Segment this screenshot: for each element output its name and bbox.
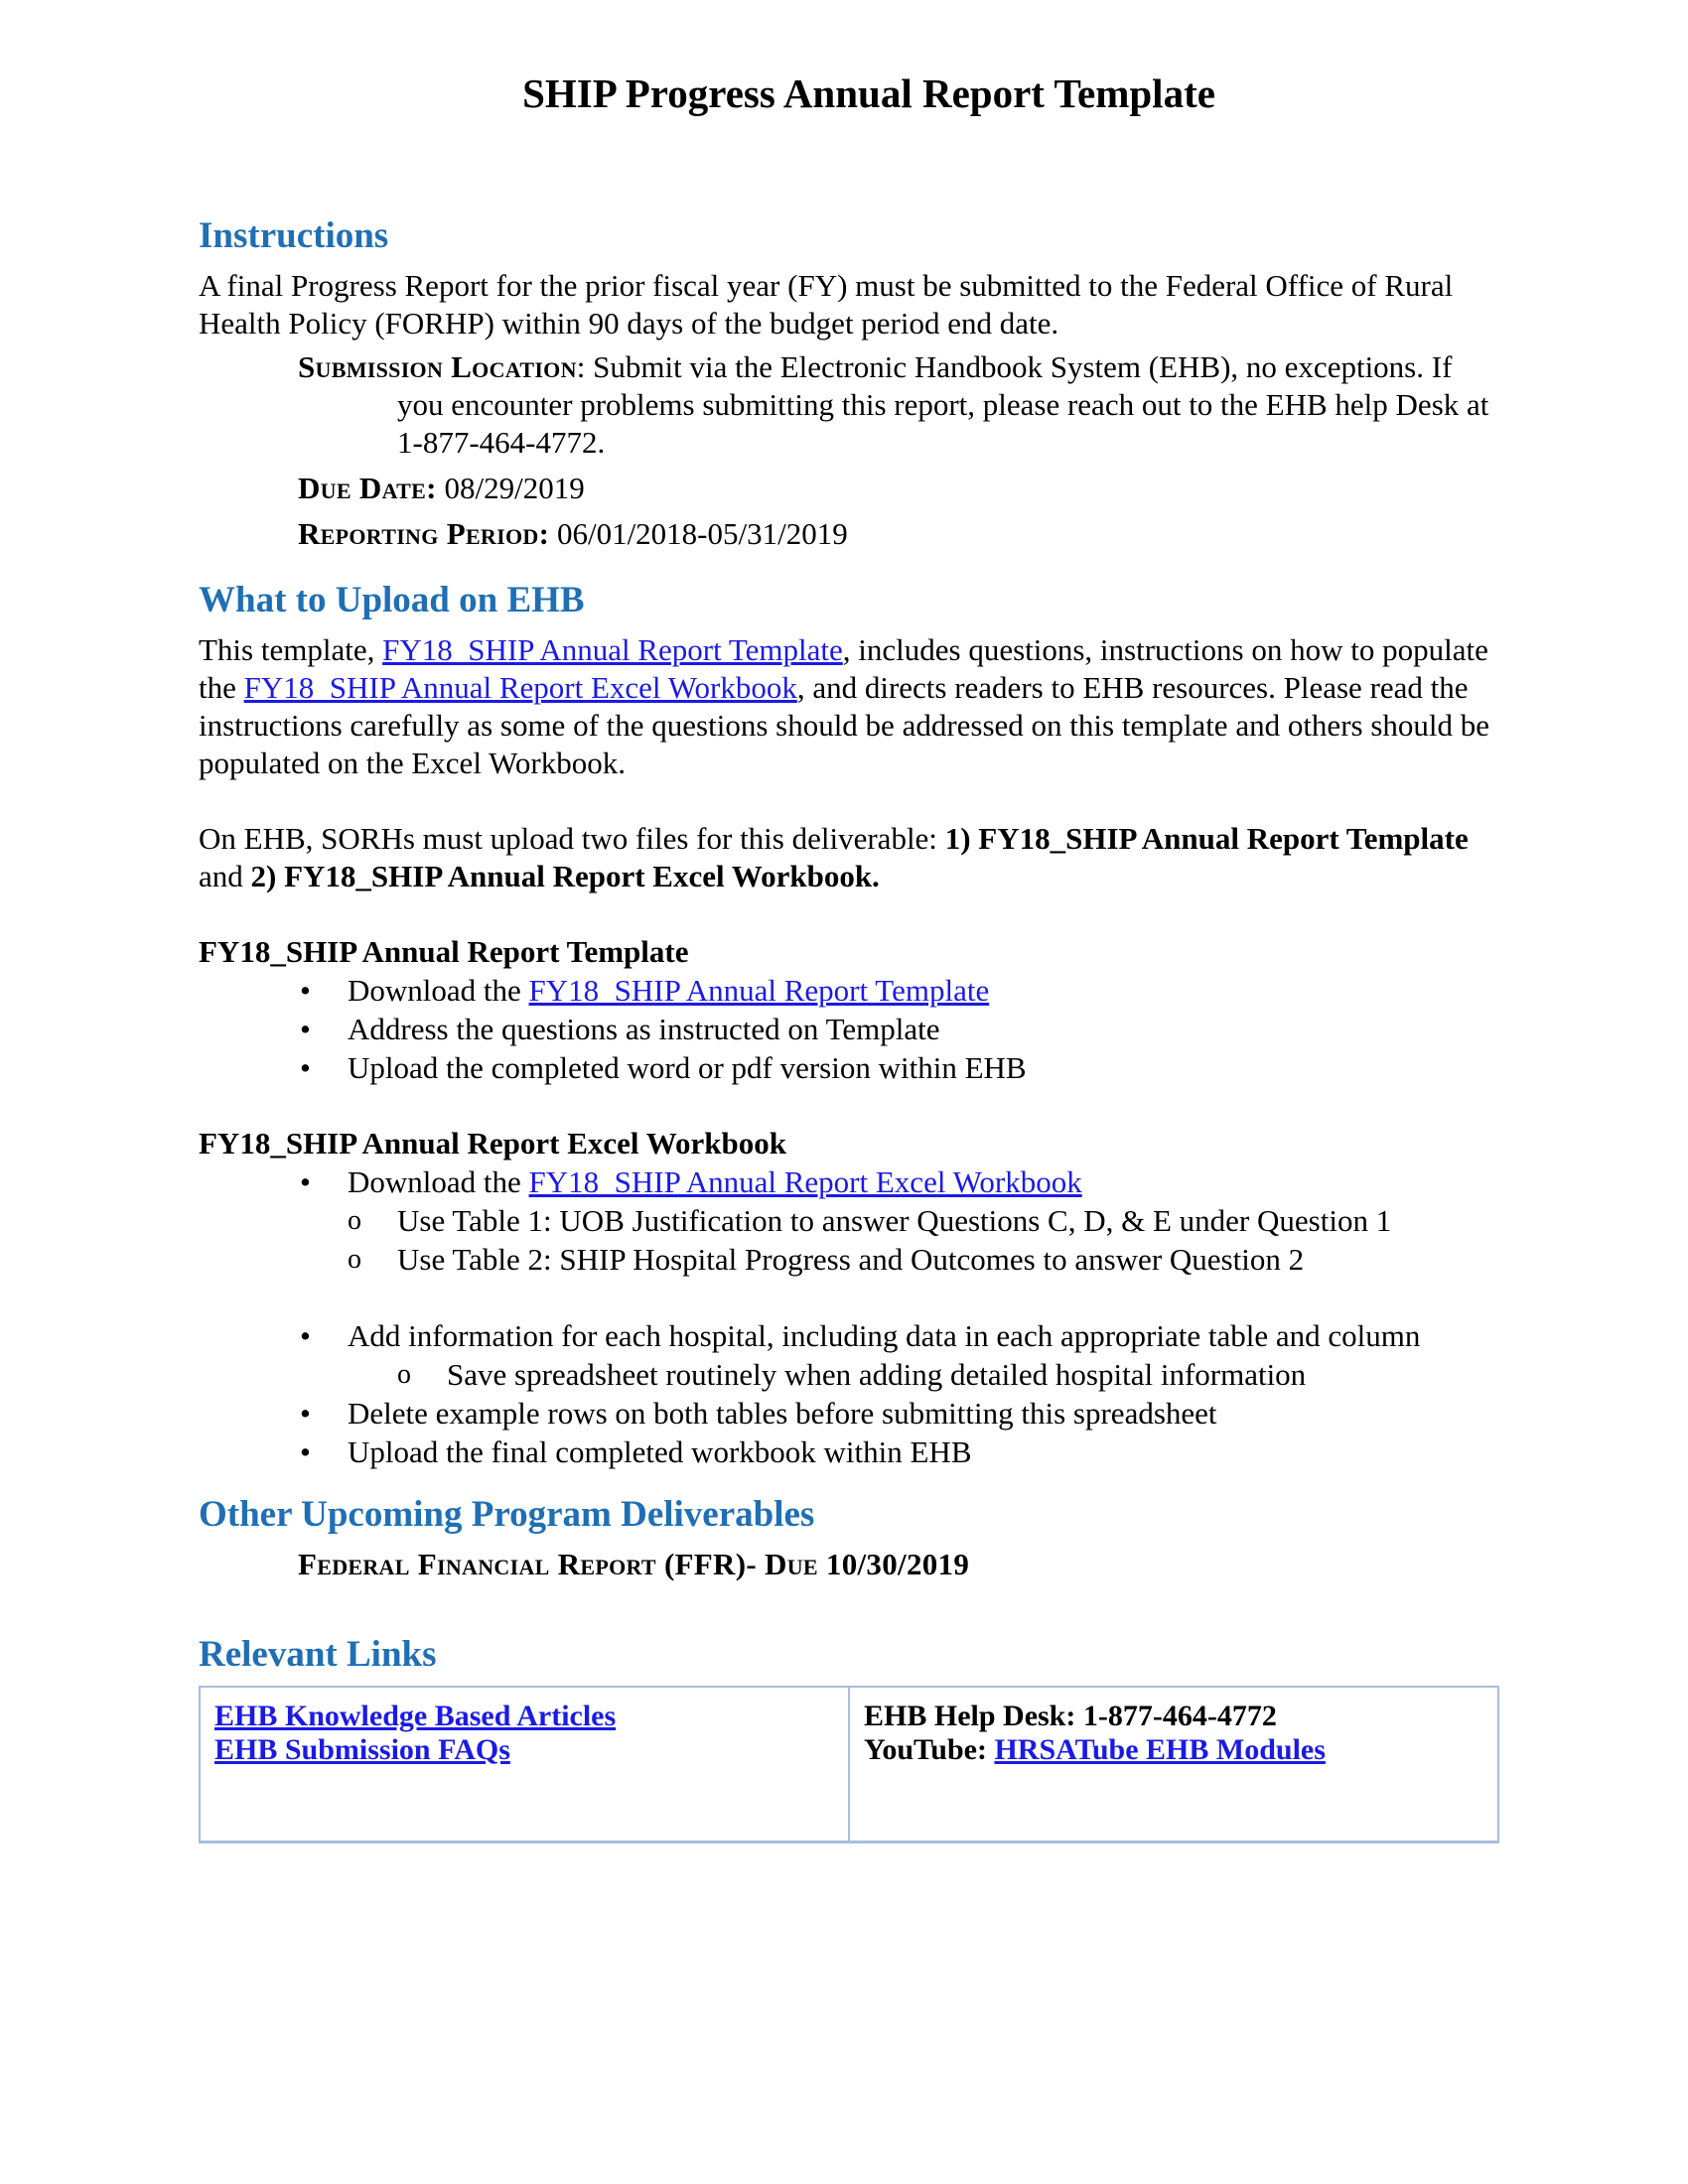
sub-list-item <box>199 1201 1499 1240</box>
sub-list-item-text: Use Table 2: SHIP Hospital Progress and Outcomes to answer Question 2 <box>397 1242 1305 1277</box>
knowledge-articles-link[interactable]: EHB Knowledge Based Articles <box>214 1700 617 1732</box>
table-row <box>200 1687 1498 1843</box>
due-label: Due Date: <box>298 471 437 505</box>
list-item <box>199 1394 1499 1433</box>
youtube-label: YouTube: <box>864 1733 995 1766</box>
instructions-heading: Instructions <box>199 215 389 256</box>
bullet-icon: • <box>300 1012 311 1046</box>
submission-text: : Submit via the Electronic Handbook System (EHB), no exceptions. If you encounter problems submitting this report, please reach out to the EHB help Desk at 1-877-464-4772. <box>397 349 1489 460</box>
document-page <box>199 69 1499 1843</box>
upload-p1-text-b: , includes questions, instructions on how to populate the <box>199 632 1488 705</box>
bullet-icon: • <box>300 973 311 1008</box>
list-item <box>199 971 1499 1010</box>
upload-p2-and: and <box>199 859 251 893</box>
workbook-list-2 <box>199 1316 1499 1355</box>
ffr-deliverable: Federal Financial Report (FFR)- Due 10/30/2019 <box>298 1547 970 1581</box>
template-subheading: FY18_SHIP Annual Report Template <box>199 934 689 969</box>
links-cell-right <box>849 1687 1498 1843</box>
bullet-icon: • <box>300 1164 311 1199</box>
sub-list-item <box>199 1240 1499 1279</box>
hrsatube-link[interactable]: HRSATube EHB Modules <box>994 1733 1326 1766</box>
workbook-subheading: FY18_SHIP Annual Report Excel Workbook <box>199 1126 786 1160</box>
upload-p2-bold-1: 1) FY18_SHIP Annual Report Template <box>944 821 1469 856</box>
template-link[interactable]: FY18_SHIP Annual Report Template <box>382 632 843 667</box>
circle-bullet-icon: o <box>348 1205 361 1236</box>
sub-list-item-text: Use Table 1: UOB Justification to answer Questions C, D, & E under Question 1 <box>397 1203 1392 1238</box>
sub-list-item-text: Save spreadsheet routinely when adding detailed hospital information <box>447 1357 1307 1392</box>
sub-list-item <box>199 1355 1499 1394</box>
circle-bullet-icon: o <box>348 1244 361 1275</box>
upload-p1-text-c: , and directs readers to EHB resources. Please read the instructions carefully as some of the questions should be addressed on this template and others should be populated on the Excel Workbook. <box>199 670 1490 780</box>
submission-faqs-link[interactable]: EHB Submission FAQs <box>214 1733 510 1766</box>
upload-heading: What to Upload on EHB <box>199 580 585 620</box>
links-table <box>199 1686 1499 1843</box>
instructions-intro: A final Progress Report for the prior fiscal year (FY) must be submitted to the Federal Office of Rural Health Policy (FORHP) within 90 days of the budget period end date. <box>199 268 1454 341</box>
circle-bullet-icon: o <box>397 1359 411 1390</box>
list-item-text: Upload the completed word or pdf version within EHB <box>348 1050 1027 1085</box>
workbook-download-link[interactable]: FY18_SHIP Annual Report Excel Workbook <box>528 1164 1082 1199</box>
list-item-text: Upload the final completed workbook within EHB <box>348 1434 972 1469</box>
bullet-icon: • <box>300 1318 311 1353</box>
bullet-icon: • <box>300 1050 311 1085</box>
list-item-text: Address the questions as instructed on Template <box>348 1012 940 1046</box>
list-item <box>199 1433 1499 1471</box>
list-item <box>199 1316 1499 1355</box>
deliverables-heading: Other Upcoming Program Deliverables <box>199 1494 815 1535</box>
due-date <box>298 470 1499 507</box>
workbook-sublist-2 <box>199 1355 1499 1394</box>
workbook-list-3 <box>199 1394 1499 1471</box>
workbook-list <box>199 1162 1499 1201</box>
list-item <box>199 1048 1499 1087</box>
links-cell-left <box>200 1687 849 1843</box>
period-value: 06/01/2018-05/31/2019 <box>549 516 848 551</box>
upload-p1-text-a: This template, <box>199 632 383 667</box>
bullet-icon: • <box>300 1434 311 1469</box>
list-item <box>199 1162 1499 1201</box>
page-title: SHIP Progress Annual Report Template <box>522 70 1215 116</box>
upload-paragraph-1 <box>199 631 1499 782</box>
reporting-period <box>298 515 1499 553</box>
template-list <box>199 971 1499 1087</box>
links-heading: Relevant Links <box>199 1634 437 1675</box>
help-desk-text: EHB Help Desk: 1-877-464-4772 <box>864 1700 1277 1732</box>
instructions-details <box>298 348 1499 553</box>
template-download-link[interactable]: FY18_SHIP Annual Report Template <box>528 973 990 1008</box>
workbook-sublist <box>199 1201 1499 1279</box>
due-value: 08/29/2019 <box>436 471 585 505</box>
upload-paragraph-2 <box>199 820 1499 895</box>
list-item-text: Download the <box>348 1164 529 1199</box>
list-item-text: Download the <box>348 973 529 1008</box>
upload-p2-bold-2: 2) FY18_SHIP Annual Report Excel Workbook. <box>250 859 880 893</box>
period-label: Reporting Period: <box>298 516 550 551</box>
list-item-text: Delete example rows on both tables before submitting this spreadsheet <box>348 1396 1217 1431</box>
list-item-text: Add information for each hospital, including data in each appropriate table and column <box>348 1318 1421 1353</box>
bullet-icon: • <box>300 1396 311 1431</box>
submission-location <box>298 348 1499 462</box>
list-item <box>199 1010 1499 1048</box>
upload-p2-text-a: On EHB, SORHs must upload two files for this deliverable: <box>199 821 945 856</box>
workbook-link[interactable]: FY18_SHIP Annual Report Excel Workbook <box>243 670 797 705</box>
submission-label: Submission Location <box>298 349 577 384</box>
